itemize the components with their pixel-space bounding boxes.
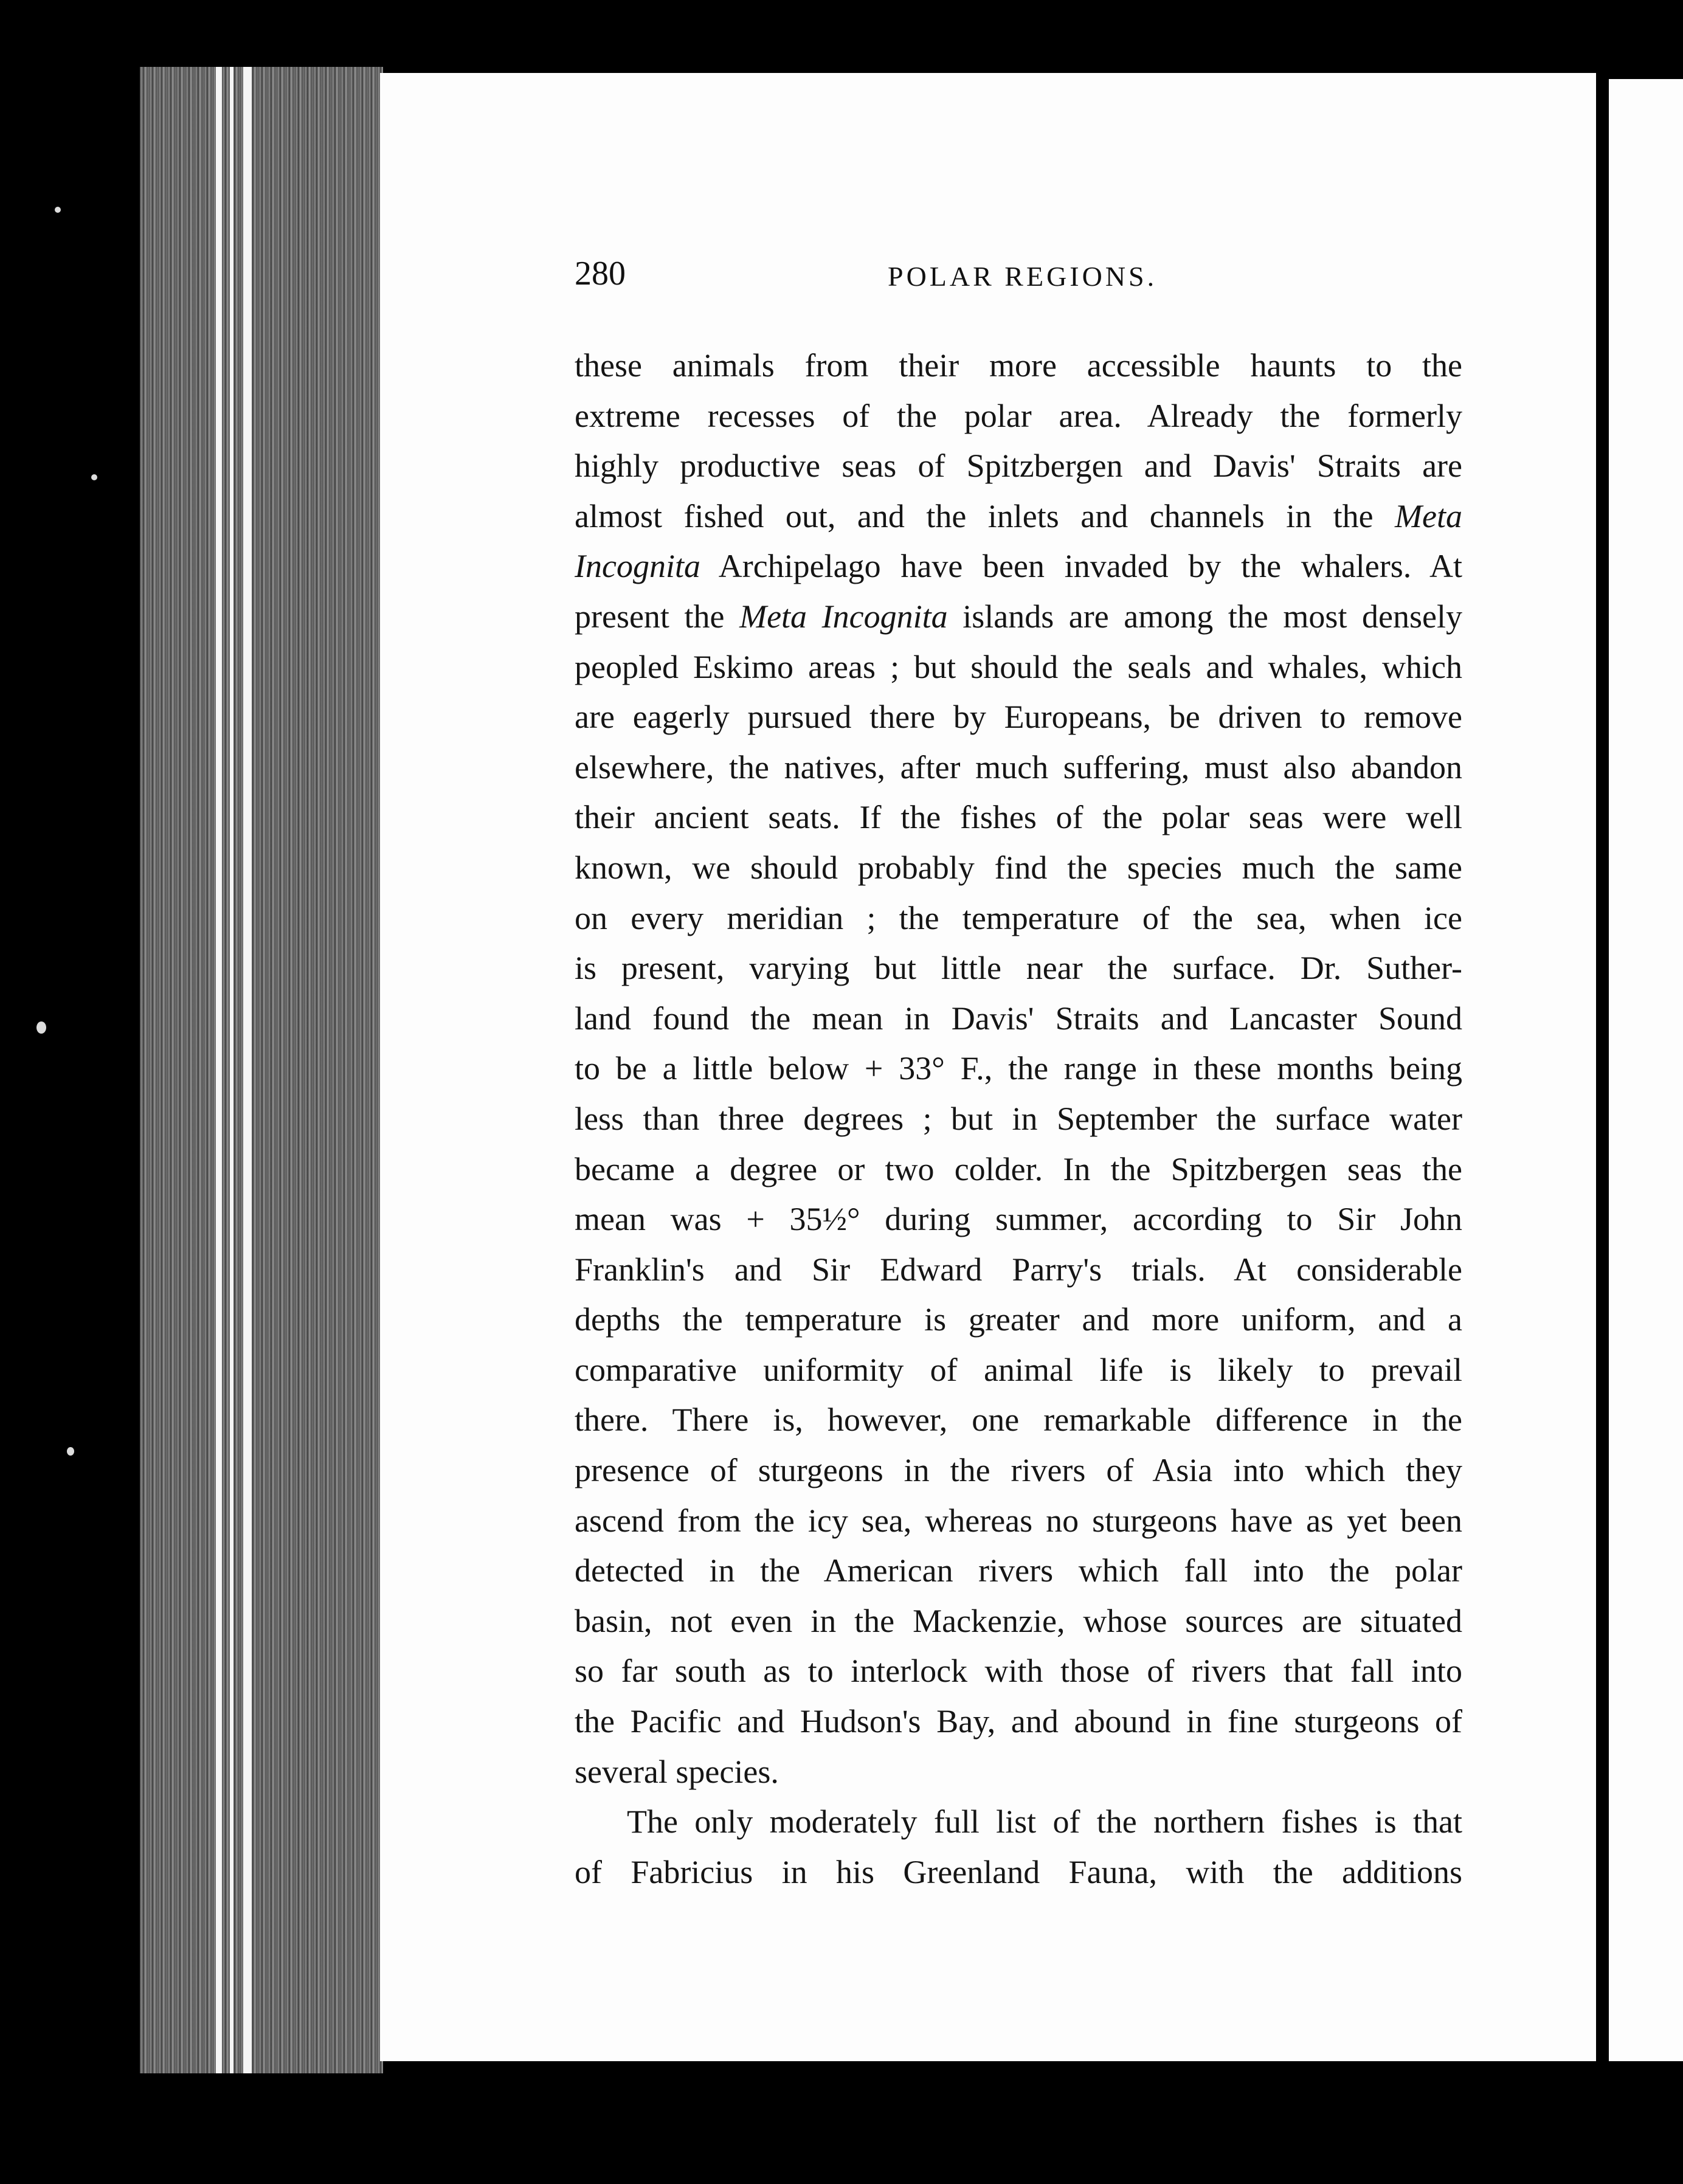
scan-speck [36,1021,46,1034]
text-line: ascend from the icy sea, whereas no sturgeons have as yet been [575,1502,1462,1539]
text-line: extreme recesses of the polar area. Already the formerly [575,397,1462,434]
text-line: of Fabricius in his Greenland Fauna, with the additions [575,1853,1462,1890]
text-line: mean was + 35½° during summer, according to Sir John [575,1201,1462,1238]
scan-speck [91,474,97,480]
text-line: highly productive seas of Spitzbergen and Davis' Straits are [575,448,1462,485]
text-line: so far south as to interlock with those of rivers that fall into [575,1653,1462,1690]
text-line: peopled Eskimo areas ; but should the seals and whales, which [575,648,1462,685]
text-line: their ancient seats. If the fishes of the polar seas were well [575,799,1462,836]
text-line: Incognita Archipelago have been invaded by the whalers. At [575,548,1462,585]
text-line: to be a little below + 33° F., the range in these months being [575,1050,1462,1087]
text-line: on every meridian ; the temperature of the sea, when ice [575,899,1462,936]
text-line: basin, not even in the Mackenzie, whose sources are situated [575,1602,1462,1639]
text-line: present the Meta Incognita islands are among the most densely [575,598,1462,635]
page-edge-stripe [230,67,233,2073]
text-line: several species. [575,1753,779,1790]
text-line: less than three degrees ; but in September the surface water [575,1100,1462,1137]
book-page-edges [140,67,383,2073]
text-line: elsewhere, the natives, after much suffering, must also abandon [575,748,1462,786]
text-line: almost fished out, and the inlets and channels in the Meta [575,497,1462,534]
text-line: depths the temperature is greater and more uniform, and a [575,1301,1462,1338]
text-line: presence of sturgeons in the rivers of Asia into which they [575,1452,1462,1489]
text-line: the Pacific and Hudson's Bay, and abound in fine sturgeons of [575,1703,1462,1740]
text-line: is present, varying but little near the surface. Dr. Suther- [575,950,1462,987]
running-head: POLAR REGIONS. [888,261,1158,292]
text-line: land found the mean in Davis' Straits and Lancaster Sound [575,1000,1462,1037]
text-line: The only moderately full list of the northern fishes is that [627,1803,1462,1840]
text-line: detected in the American rivers which fall into the polar [575,1552,1462,1589]
body-text [575,340,1462,1897]
text-line: known, we should probably find the species much the same [575,849,1462,886]
text-line: became a degree or two colder. In the Spitzbergen seas the [575,1150,1462,1187]
text-line: are eagerly pursued there by Europeans, be driven to remove [575,699,1462,736]
scan-speck [67,1447,74,1456]
facing-page-edge [1605,79,1683,2061]
text-line: Franklin's and Sir Edward Parry's trials. At considerable [575,1251,1462,1288]
text-line: these animals from their more accessible haunts to the [575,347,1462,384]
text-line: there. There is, however, one remarkable difference in the [575,1401,1462,1439]
page-edge-stripe [243,67,252,2073]
text-line: comparative uniformity of animal life is likely to prevail [575,1351,1462,1388]
page-number: 280 [575,255,626,292]
scan-speck [55,207,61,213]
page-edge-stripe [216,67,222,2073]
